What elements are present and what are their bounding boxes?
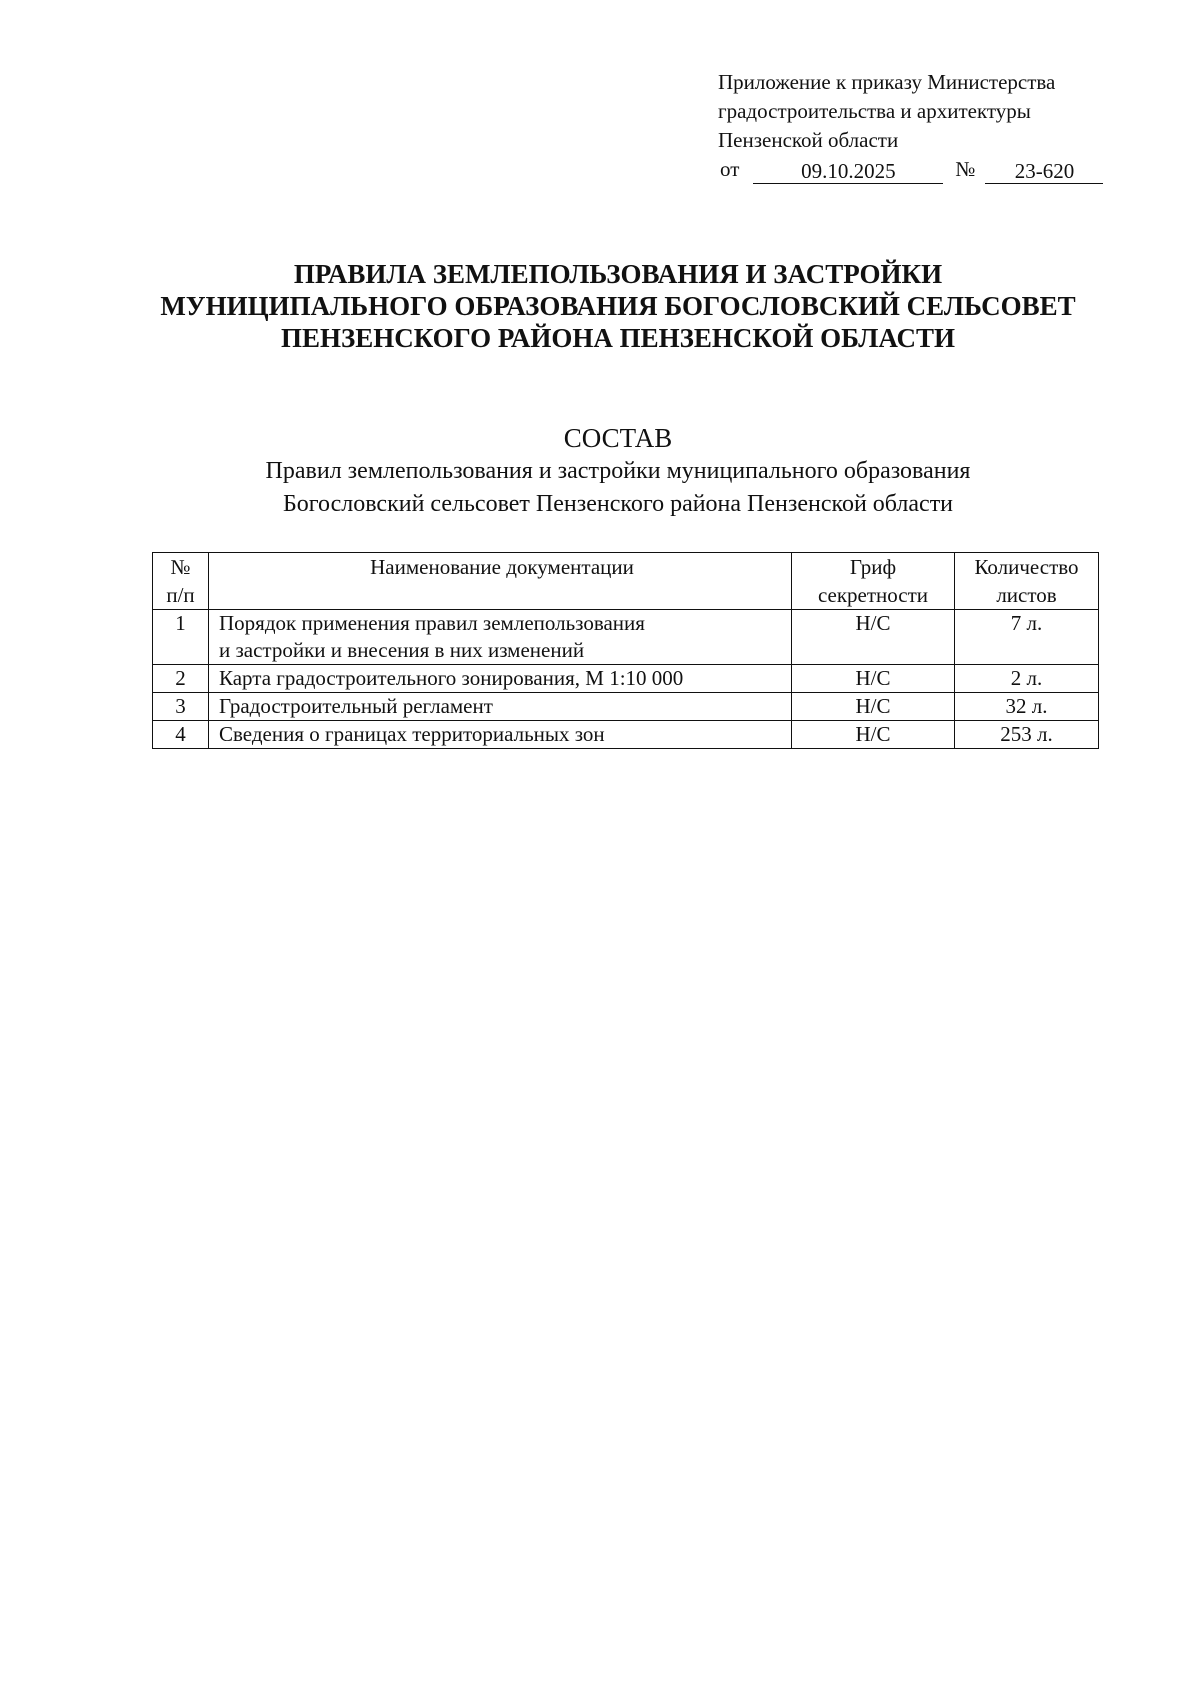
row-name-line: Градостроительный регламент [219, 694, 493, 718]
row-num: 1 [153, 610, 209, 665]
row-qty: 32 л. [955, 693, 1099, 721]
composition-subtitle [0, 455, 1200, 521]
header-qty [955, 553, 1099, 610]
row-grif: Н/С [792, 610, 955, 665]
attachment-line: Приложение к приказу Министерства [718, 70, 1056, 94]
header-grif [792, 553, 955, 610]
header-num-line: п/п [166, 583, 195, 607]
header-grif-line: Гриф [849, 555, 897, 579]
row-num: 4 [153, 721, 209, 749]
header-name: Наименование документации [209, 553, 792, 610]
from-label: от [720, 157, 740, 181]
row-name [209, 610, 792, 665]
table-row [153, 665, 1099, 693]
row-grif: Н/С [792, 665, 955, 693]
title-line: МУНИЦИПАЛЬНОГО ОБРАЗОВАНИЯ БОГОСЛОВСКИЙ СЕЛЬСОВЕТ [160, 291, 1076, 321]
composition-table [152, 552, 1099, 749]
number-label: № [955, 157, 976, 181]
row-name [209, 721, 792, 749]
row-name-line: и застройки и внесения в них изменений [219, 638, 585, 662]
row-name-line: Порядок применения правил землепользования [219, 611, 645, 635]
row-num: 3 [153, 693, 209, 721]
attachment-line: Пензенской области [718, 128, 899, 152]
row-name-line: Сведения о границах территориальных зон [219, 722, 605, 746]
subtitle-line: Богословский сельсовет Пензенского района Пензенской области [282, 491, 954, 517]
row-name [209, 693, 792, 721]
row-qty: 253 л. [955, 721, 1099, 749]
table-row [153, 610, 1099, 665]
row-qty: 7 л. [955, 610, 1099, 665]
row-name [209, 665, 792, 693]
order-date: 09.10.2025 [753, 159, 943, 184]
row-num: 2 [153, 665, 209, 693]
header-qty-line: Количество [974, 555, 1079, 579]
row-name-line: Карта градостроительного зонирования, М 1:10 000 [219, 666, 684, 690]
row-grif: Н/С [792, 721, 955, 749]
header-num-line: № [170, 555, 191, 579]
order-reference [718, 155, 1103, 184]
row-qty: 2 л. [955, 665, 1099, 693]
header-qty-line: листов [996, 583, 1057, 607]
composition-heading: СОСТАВ [563, 423, 673, 453]
header-grif-line: секретности [817, 583, 929, 607]
attachment-line: градостроительства и архитектуры [718, 99, 1031, 123]
table-row [153, 693, 1099, 721]
order-number: 23-620 [985, 159, 1103, 184]
table-row [153, 721, 1099, 749]
title-line: ПРАВИЛА ЗЕМЛЕПОЛЬЗОВАНИЯ И ЗАСТРОЙКИ [293, 259, 943, 289]
header-num [153, 553, 209, 610]
title-line: ПЕНЗЕНСКОГО РАЙОНА ПЕНЗЕНСКОЙ ОБЛАСТИ [280, 323, 956, 353]
attachment-header [718, 68, 1103, 184]
table-header-row [153, 553, 1099, 610]
document-title [0, 258, 1200, 354]
row-grif: Н/С [792, 693, 955, 721]
subtitle-line: Правил землепользования и застройки муниципального образования [265, 458, 971, 484]
